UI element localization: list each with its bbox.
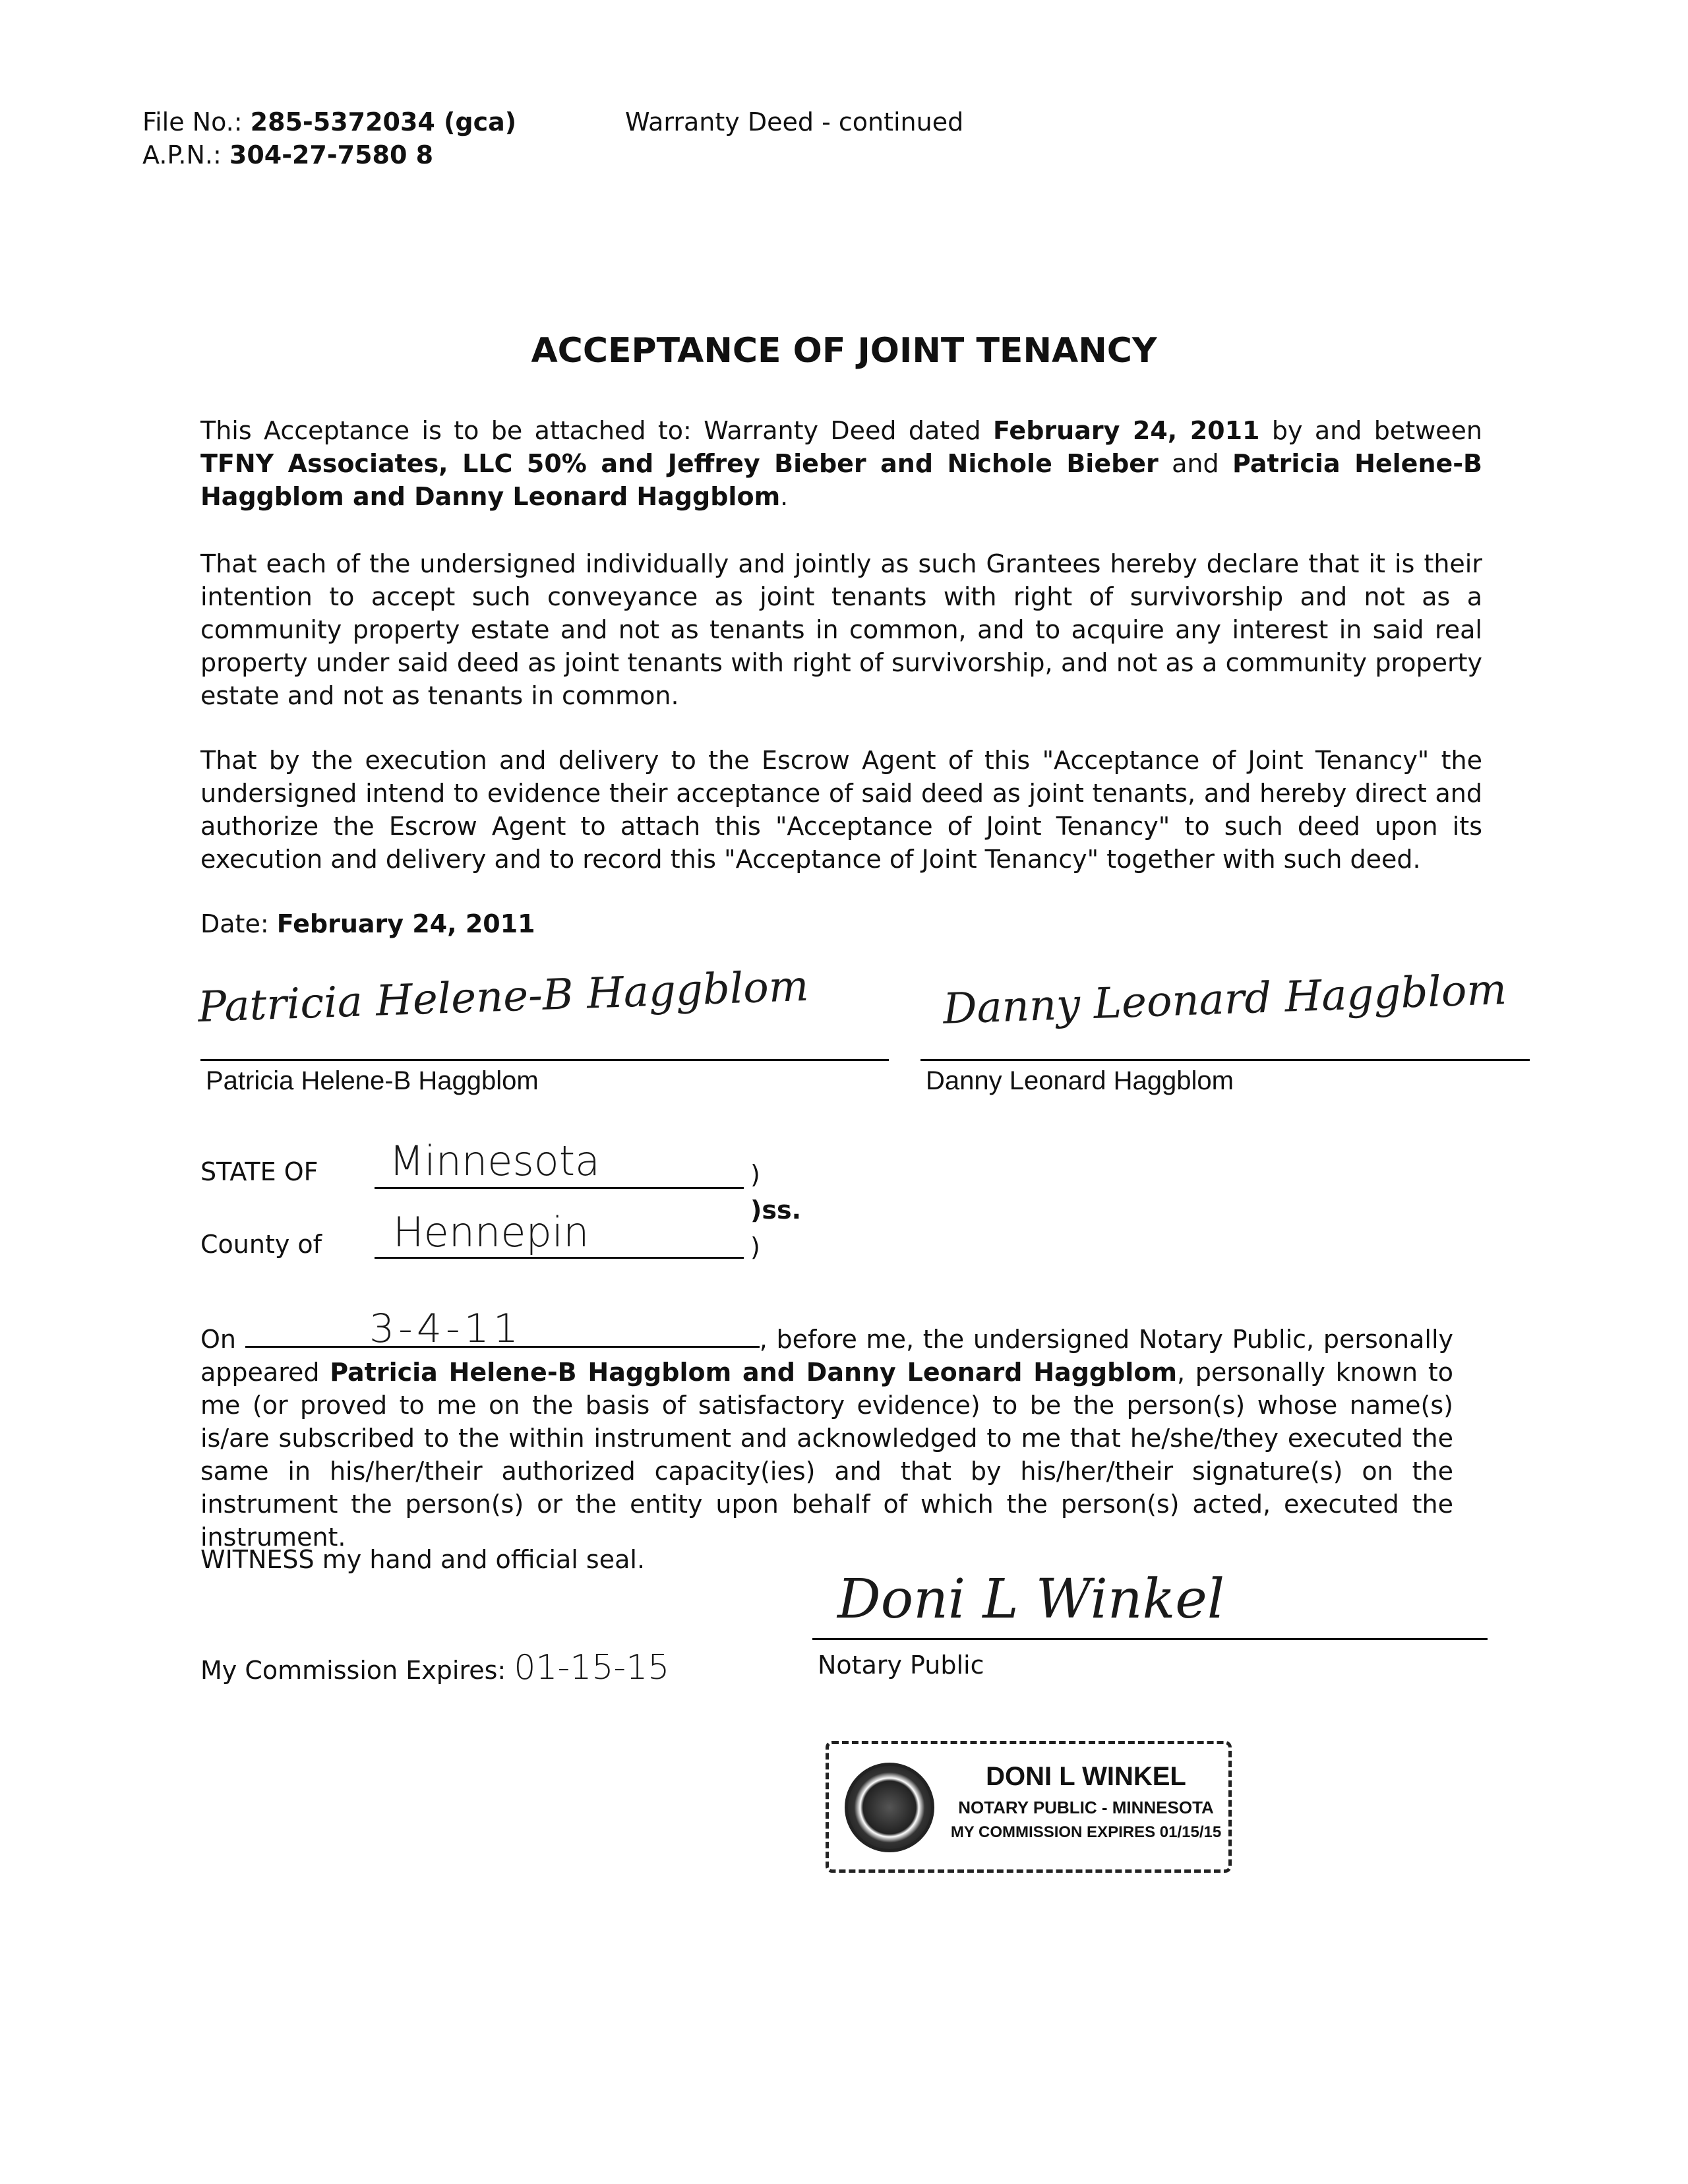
signature-patricia: Patricia Helene-B Haggblom [196,961,810,1033]
ack-text-2: , personally known to me (or proved to me on the basis of satisfactory evidence) to be the person(s) whose name(s) is/are subscribed to the within instrument and acknowledged to me that he/she/they executed the same in his/her/their authorized capacity(ies) and that by his/her/their signature(s) on the instrument the person(s) or the entity upon behalf of which the person(s) acted, executed the instrument. [200,1358,1453,1552]
apn-value: 304-27-7580 8 [229,140,434,169]
attachment-paragraph [200,414,1482,513]
witness-statement: WITNESS my hand and official seal. [200,1545,646,1574]
ack-signers: Patricia Helene-B Haggblom and Danny Leonard Haggblom [330,1358,1178,1387]
date-label: Date: [200,909,277,938]
ack-on-label: On [200,1325,236,1354]
county-field-line [375,1257,744,1259]
state-field-line [375,1187,744,1189]
notary-public-label: Notary Public [818,1651,984,1680]
commission-value: 01-15-15 [514,1648,670,1687]
commission-line [200,1648,670,1687]
county-label: County of [200,1230,322,1259]
file-number-value: 285-5372034 (gca) [250,107,517,136]
signature-line-danny [920,1059,1530,1061]
p1-text-4: . [780,482,789,511]
date-line [200,907,535,940]
state-paren: ) [750,1160,760,1189]
date-value: February 24, 2011 [276,909,535,938]
signer-name-patricia: Patricia Helene-B Haggblom [206,1066,539,1095]
county-value: Hennepin [393,1208,589,1256]
ack-text-1: , before me, the undersigned Notary Public, personally appeared [200,1325,1453,1387]
commission-label: My Commission Expires: [200,1656,514,1685]
p1-text-2: by and between [1259,416,1483,445]
county-paren: ) [750,1232,760,1261]
stamp-notary-state: NOTARY PUBLIC - MINNESOTA [958,1798,1214,1817]
signature-line-patricia [200,1059,889,1061]
apn-label: A.P.N.: [142,140,222,169]
signer-name-danny: Danny Leonard Haggblom [926,1066,1234,1095]
ack-date-blank [245,1323,760,1348]
apn-line [142,138,433,171]
execution-paragraph: That by the execution and delivery to the Escrow Agent of this "Acceptance of Joint Tenancy" the undersigned intend to evidence their acceptance of said deed as joint tenants, and hereby direct and authorize the Escrow Agent to attach this "Acceptance of Joint Tenancy" to such deed upon its execution and delivery and to record this "Acceptance of Joint Tenancy" together with such deed. [200,746,1482,874]
state-label: STATE OF [200,1157,318,1186]
file-number-label: File No.: [142,107,243,136]
p1-grantors: TFNY Associates, LLC 50% and Jeffrey Bieber and Nichole Bieber [200,449,1159,478]
notary-seal-icon [845,1763,934,1852]
notary-signature: Doni L Winkel [837,1568,1225,1631]
p1-deed-date: February 24, 2011 [993,416,1260,445]
stamp-notary-name: DONI L WINKEL [986,1762,1186,1791]
ss-label: )ss. [750,1196,802,1225]
notary-signature-line [812,1638,1488,1640]
signature-danny: Danny Leonard Haggblom [942,965,1508,1034]
acknowledgment-paragraph [200,1323,1453,1554]
acknowledgment-date-value: 3-4-11 [369,1306,522,1352]
p1-grantees: Patricia Helene-B Haggblom and Danny Leonard Haggblom [200,449,1482,511]
stamp-commission-expires: MY COMMISSION EXPIRES 01/15/15 [950,1823,1222,1841]
intention-paragraph: That each of the undersigned individually and jointly as such Grantees hereby declare that it is their intention to accept such conveyance as joint tenants with right of survivorship and not as a community property estate and not as tenants in common, and to acquire any interest in said real property under said deed as joint tenants with right of survivorship, and not as a community property estate and not as tenants in common. [200,549,1482,710]
state-value: Minnesota [389,1137,600,1185]
p1-text-3: and [1158,449,1232,478]
notary-stamp [826,1741,1232,1873]
file-number-line [142,106,516,138]
continued-label: Warranty Deed - continued [625,107,964,136]
p1-text-1: This Acceptance is to be attached to: Warranty Deed dated [200,416,994,445]
page-title: ACCEPTANCE OF JOINT TENANCY [531,331,1157,371]
